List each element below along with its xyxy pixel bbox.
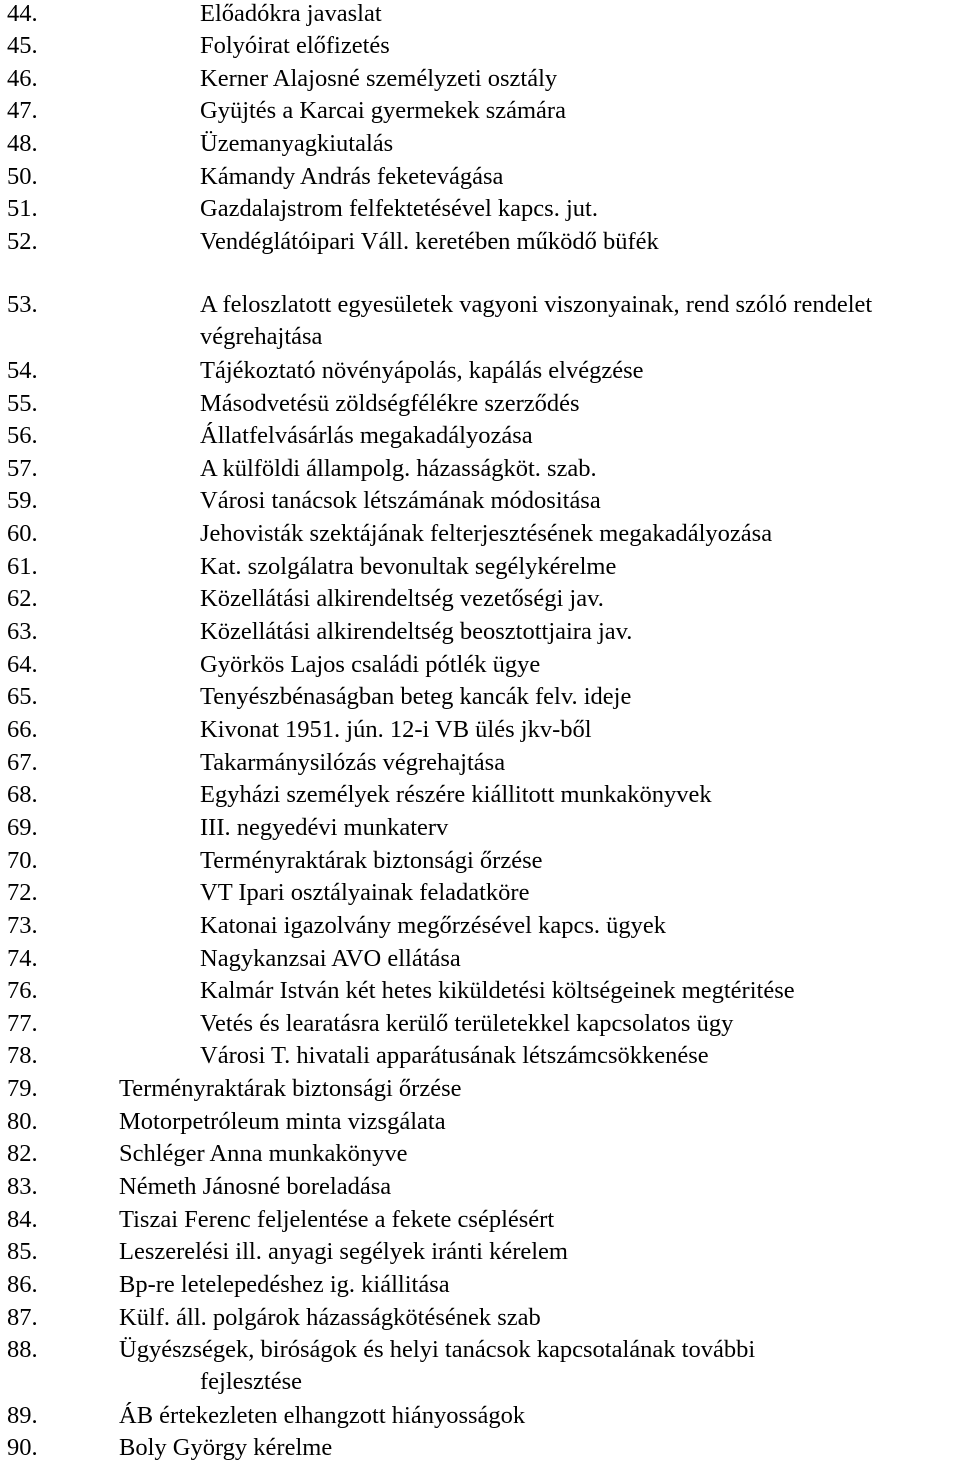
list-item	[0, 616, 960, 647]
list-item	[0, 1040, 960, 1071]
list-item	[0, 1008, 960, 1039]
item-text: Györkös Lajos családi pótlék ügye	[200, 651, 541, 678]
item-text: Üzemanyagkiutalás	[200, 130, 394, 157]
item-number: 65.	[7, 683, 38, 710]
item-number: 87.	[7, 1304, 38, 1331]
item-text: Vetés és learatásra kerülő területekkel kapcsolatos ügy	[200, 1010, 734, 1037]
list-item	[0, 30, 960, 61]
item-number: 48.	[7, 130, 38, 157]
item-text: VT Ipari osztályainak feladatköre	[200, 879, 530, 906]
list-item	[0, 910, 960, 941]
item-number: 89.	[7, 1402, 38, 1429]
list-item	[0, 95, 960, 126]
item-number: 88.	[7, 1336, 38, 1363]
list-item	[0, 63, 960, 94]
item-number: 77.	[7, 1010, 38, 1037]
list-item	[0, 845, 960, 876]
item-number: 83.	[7, 1173, 38, 1200]
list-item	[0, 551, 960, 582]
item-text: Előadókra javaslat	[200, 0, 382, 27]
item-number: 59.	[7, 487, 38, 514]
item-number: 73.	[7, 912, 38, 939]
item-number: 76.	[7, 977, 38, 1004]
item-text-continuation: fejlesztése	[200, 1368, 303, 1395]
item-text: Bp-re letelepedéshez ig. kiállitása	[119, 1271, 450, 1298]
list-item	[0, 289, 960, 320]
item-text: Kámandy András feketevágása	[200, 163, 504, 190]
item-number: 44.	[7, 0, 38, 27]
item-number: 85.	[7, 1238, 38, 1265]
list-item	[0, 714, 960, 745]
list-item	[0, 649, 960, 680]
item-text: Motorpetróleum minta vizsgálata	[119, 1108, 446, 1135]
item-number: 55.	[7, 390, 38, 417]
list-item	[0, 1171, 960, 1202]
list-item	[0, 128, 960, 159]
list-item	[0, 453, 960, 484]
list-item	[0, 1432, 960, 1463]
item-text: III. negyedévi munkaterv	[200, 814, 449, 841]
list-item	[0, 1236, 960, 1267]
list-item	[0, 975, 960, 1006]
item-number: 66.	[7, 716, 38, 743]
list-item	[0, 943, 960, 974]
item-number: 78.	[7, 1042, 38, 1069]
list-item	[0, 355, 960, 386]
item-text: Kerner Alajosné személyzeti osztály	[200, 65, 558, 92]
item-text: Gazdalajstrom felfektetésével kapcs. jut.	[200, 195, 598, 222]
item-text: Másodvetésü zöldségfélékre szerződés	[200, 390, 580, 417]
item-text: Közellátási alkirendeltség beosztottjaira jav.	[200, 618, 633, 645]
list-item	[0, 1138, 960, 1169]
item-text: Külf. áll. polgárok házasságkötésének szab	[119, 1304, 541, 1331]
item-text: Közellátási alkirendeltség vezetőségi jav.	[200, 585, 604, 612]
item-text: ÁB értekezleten elhangzott hiányosságok	[119, 1402, 526, 1429]
item-number: 46.	[7, 65, 38, 92]
item-number: 50.	[7, 163, 38, 190]
item-text: Schléger Anna munkakönyve	[119, 1140, 408, 1167]
item-text: Tájékoztató növényápolás, kapálás elvégzése	[200, 357, 644, 384]
list-item	[0, 583, 960, 614]
item-text: Állatfelvásárlás megakadályozása	[200, 422, 533, 449]
item-number: 57.	[7, 455, 38, 482]
list-item	[0, 1073, 960, 1104]
item-text: Egyházi személyek részére kiállitott munkakönyvek	[200, 781, 712, 808]
item-text: Boly György kérelme	[119, 1434, 333, 1461]
list-item	[0, 747, 960, 778]
item-text: Városi T. hivatali apparátusának létszámcsökkenése	[200, 1042, 709, 1069]
item-number: 61.	[7, 553, 38, 580]
item-number: 54.	[7, 357, 38, 384]
list-item	[0, 388, 960, 419]
item-text: Leszerelési ill. anyagi segélyek iránti kérelem	[119, 1238, 568, 1265]
item-text: Kat. szolgálatra bevonultak segélykérelme	[200, 553, 617, 580]
item-number: 52.	[7, 228, 38, 255]
item-number: 82.	[7, 1140, 38, 1167]
item-text: Németh Jánosné boreladása	[119, 1173, 392, 1200]
item-number: 69.	[7, 814, 38, 841]
list-item	[0, 877, 960, 908]
item-text: Tiszai Ferenc feljelentése a fekete cséplésért	[119, 1206, 555, 1233]
item-text: Ügyészségek, biróságok és helyi tanácsok kapcsotalának további	[119, 1336, 756, 1363]
list-item	[0, 1269, 960, 1300]
item-number: 86.	[7, 1271, 38, 1298]
item-text: Terményraktárak biztonsági őrzése	[200, 847, 543, 874]
item-number: 56.	[7, 422, 38, 449]
list-item	[0, 161, 960, 192]
item-text-continuation: végrehajtása	[200, 323, 323, 350]
item-number: 79.	[7, 1075, 38, 1102]
list-item	[0, 681, 960, 712]
item-number: 60.	[7, 520, 38, 547]
list-item	[0, 193, 960, 224]
item-text: Városi tanácsok létszámának módositása	[200, 487, 601, 514]
item-text: Nagykanzsai AVO ellátása	[200, 945, 461, 972]
item-number: 64.	[7, 651, 38, 678]
item-number: 84.	[7, 1206, 38, 1233]
list-item	[0, 812, 960, 843]
item-number: 74.	[7, 945, 38, 972]
list-item	[0, 779, 960, 810]
item-number: 47.	[7, 97, 38, 124]
item-number: 62.	[7, 585, 38, 612]
item-text: A feloszlatott egyesületek vagyoni viszonyainak, rend szóló rendelet	[200, 291, 873, 318]
item-number: 53.	[7, 291, 38, 318]
list-item	[0, 0, 960, 29]
list-item	[0, 1302, 960, 1333]
item-text: Takarmánysilózás végrehajtása	[200, 749, 506, 776]
list-item	[0, 1106, 960, 1137]
item-text: Jehovisták szektájának felterjesztésének megakadályozása	[200, 520, 773, 547]
list-item	[0, 226, 960, 257]
item-text: Kalmár István két hetes kiküldetési költségeinek megtéritése	[200, 977, 795, 1004]
list-item	[0, 1334, 960, 1365]
item-text: Gyüjtés a Karcai gyermekek számára	[200, 97, 566, 124]
item-text: Folyóirat előfizetés	[200, 32, 390, 59]
list-item	[0, 1204, 960, 1235]
item-text: Tenyészbénaságban beteg kancák felv. ideje	[200, 683, 632, 710]
item-text: Vendéglátóipari Váll. keretében működő büfék	[200, 228, 659, 255]
item-number: 63.	[7, 618, 38, 645]
list-item	[0, 420, 960, 451]
item-text: A külföldi állampolg. házasságköt. szab.	[200, 455, 597, 482]
item-text: Terményraktárak biztonsági őrzése	[119, 1075, 462, 1102]
item-number: 51.	[7, 195, 38, 222]
list-item	[0, 485, 960, 516]
item-number: 72.	[7, 879, 38, 906]
item-number: 90.	[7, 1434, 38, 1461]
item-text: Katonai igazolvány megőrzésével kapcs. ügyek	[200, 912, 667, 939]
item-text: Kivonat 1951. jún. 12-i VB ülés jkv-ből	[200, 716, 592, 743]
list-item	[0, 518, 960, 549]
item-number: 70.	[7, 847, 38, 874]
item-number: 68.	[7, 781, 38, 808]
item-number: 67.	[7, 749, 38, 776]
list-item	[0, 1400, 960, 1431]
item-number: 80.	[7, 1108, 38, 1135]
item-number: 45.	[7, 32, 38, 59]
